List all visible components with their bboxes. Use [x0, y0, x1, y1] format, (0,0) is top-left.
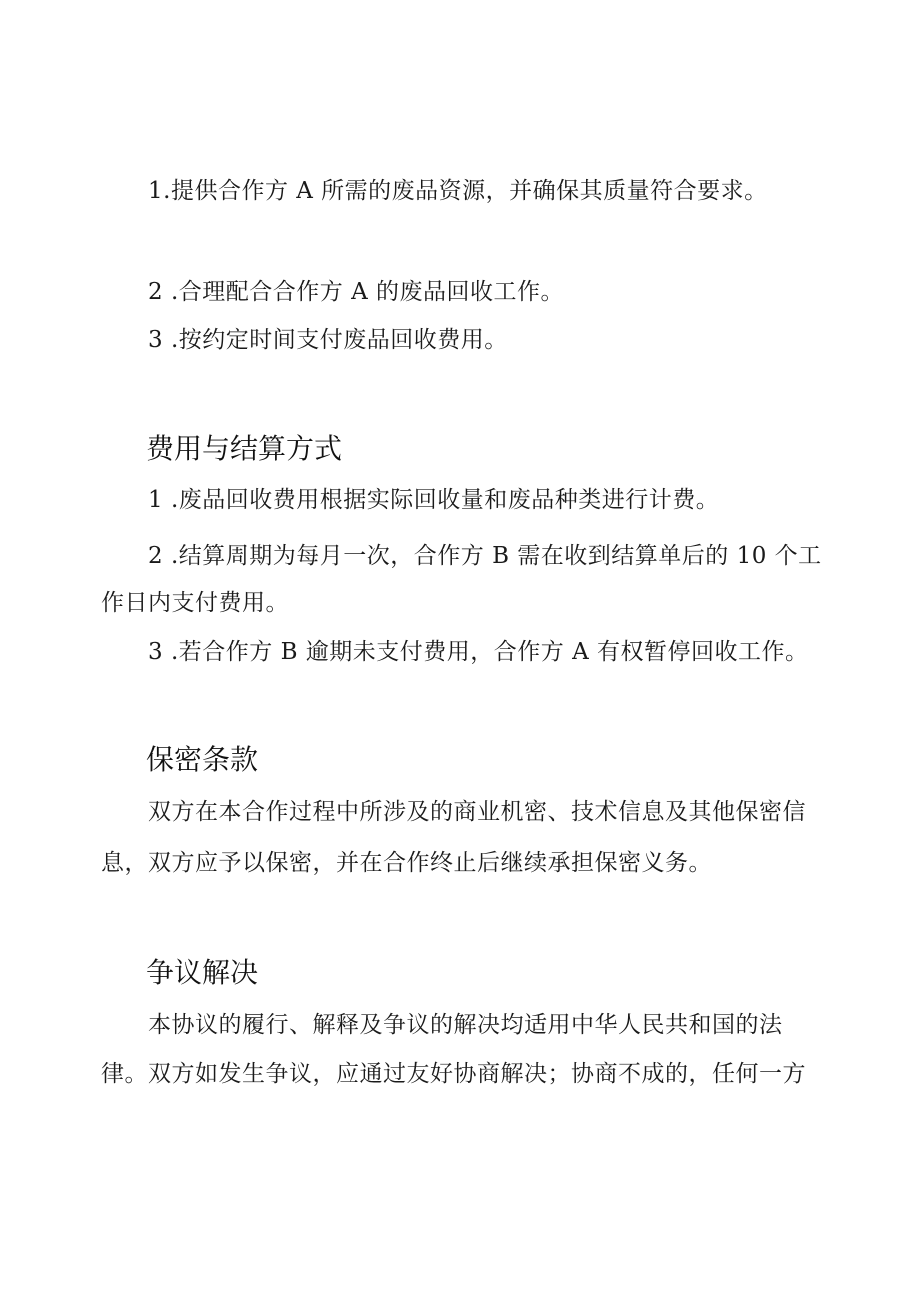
duty-item-2: 2 .合理配合合作方 A 的废品回收工作。: [148, 279, 564, 305]
dispute-heading: 争议解决: [146, 956, 259, 989]
duty-item-1: 1.提供合作方 A 所需的废品资源，并确保其质量符合要求。: [148, 178, 768, 204]
dispute-para-line-1: 本协议的履行、解释及争议的解决均适用中华人民共和国的法: [148, 1012, 783, 1038]
fees-item-1: 1 .废品回收费用根据实际回收量和废品种类进行计费。: [148, 487, 720, 513]
duty-item-3: 3 .按约定时间支付废品回收费用。: [148, 327, 508, 353]
fees-item-3: 3 .若合作方 B 逾期未支付费用，合作方 A 有权暂停回收工作。: [148, 639, 809, 665]
confidentiality-heading: 保密条款: [146, 743, 259, 776]
dispute-para-line-2: 律。双方如发生争议，应通过友好协商解决；协商不成的，任何一方: [101, 1061, 806, 1087]
confidentiality-para-line-1: 双方在本合作过程中所涉及的商业机密、技术信息及其他保密信: [148, 799, 806, 825]
confidentiality-para-line-2: 息，双方应予以保密，并在合作终止后继续承担保密义务。: [101, 850, 712, 876]
fees-item-2-line-2: 作日内支付费用。: [101, 590, 289, 616]
fees-heading: 费用与结算方式: [146, 432, 343, 465]
fees-item-2-line-1: 2 .结算周期为每月一次，合作方 B 需在收到结算单后的 10 个工: [148, 543, 822, 569]
